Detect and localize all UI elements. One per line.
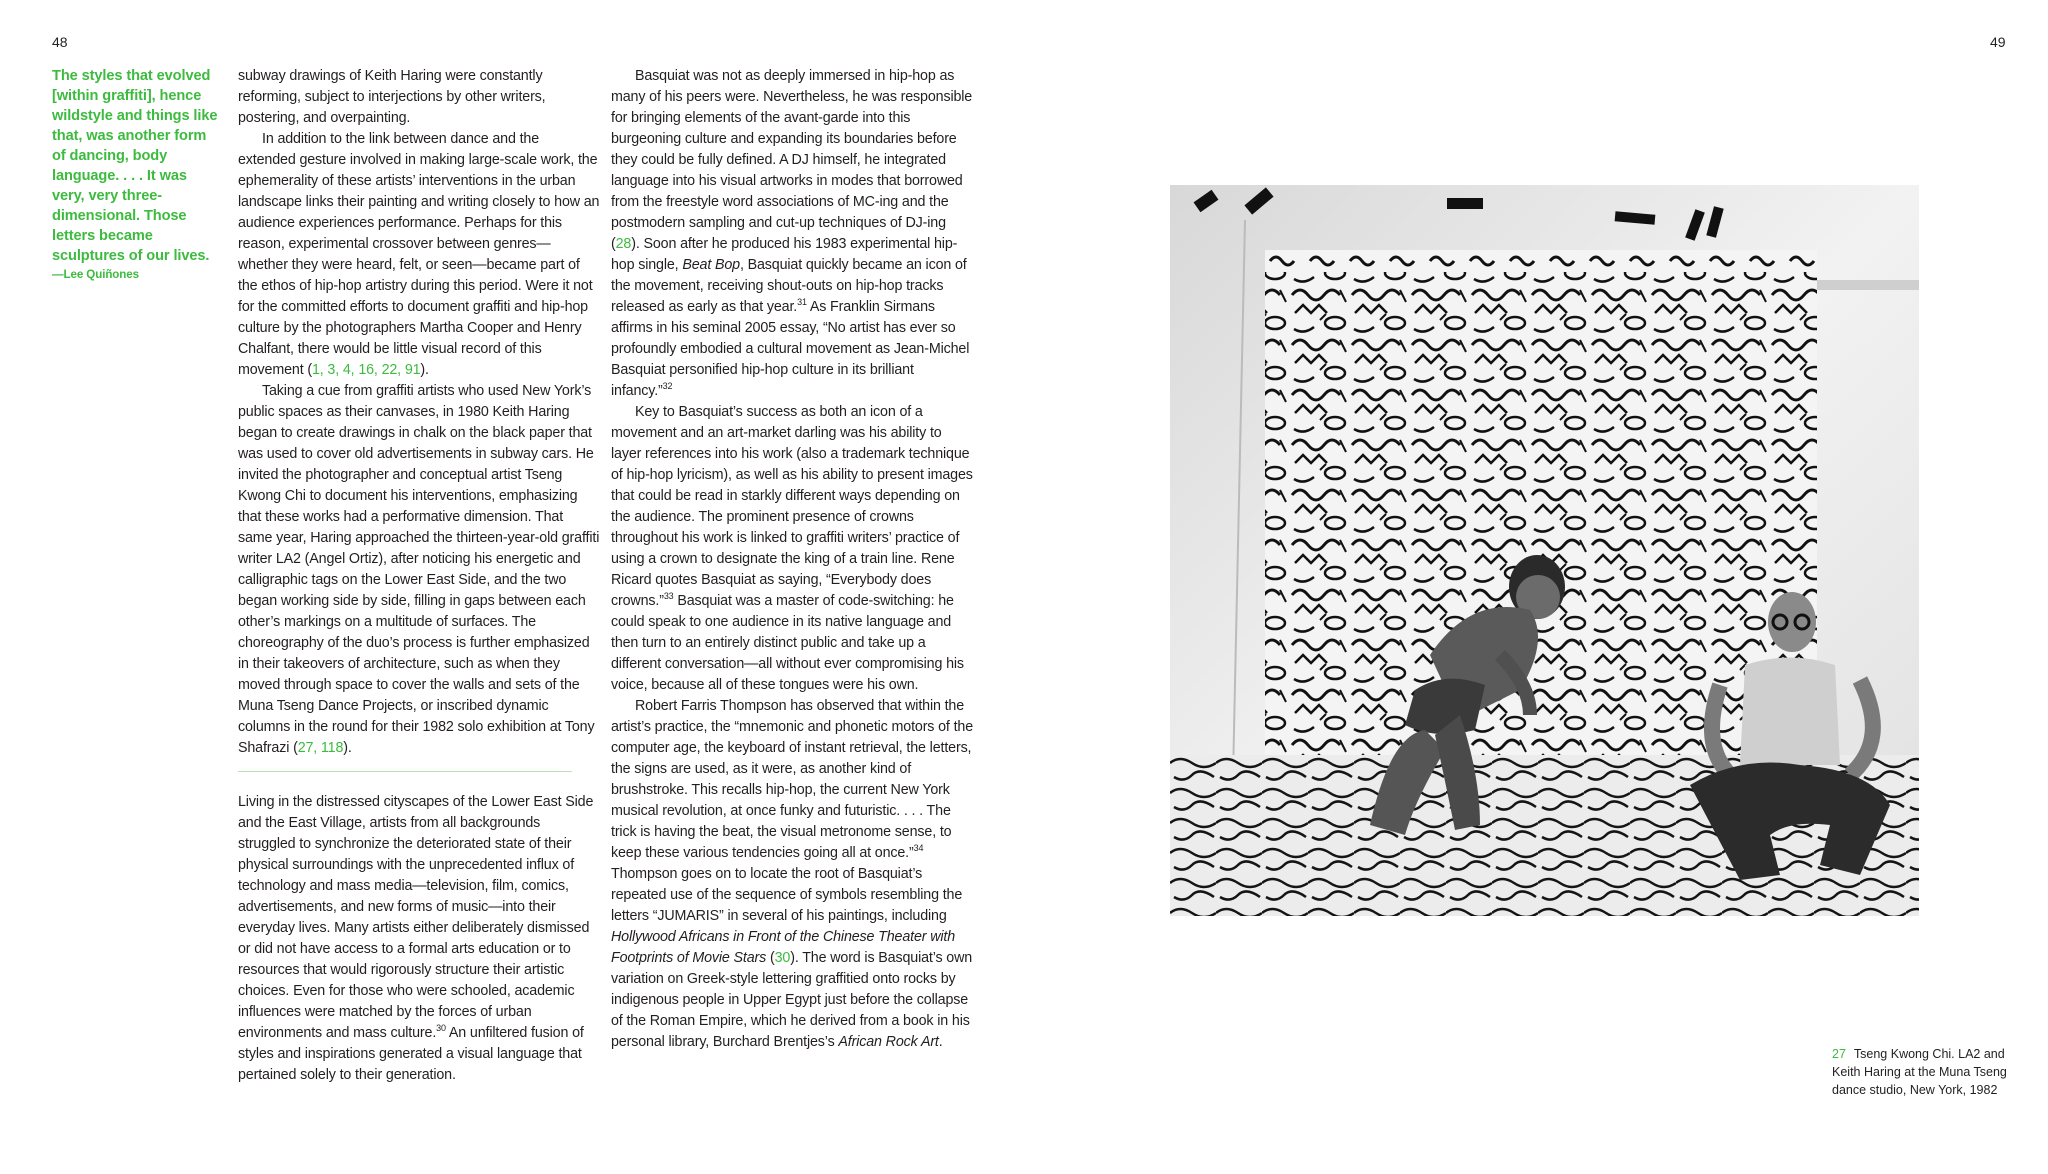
paragraph: Basquiat was not as deeply immersed in hip-hop as many of his peers were. Nevertheless, he was responsible for bringing elements of the avant-garde into this burgeoning culture and expanding its boundaries before they could be fully defined. A DJ himself, he integrated language into his visual artworks in modes that borrowed from the freestyle word associations of MC-ing and the postmodern sampling and cut-up techniques of DJ-ing (28). Soon after he produced his 1983 experimental hip-hop single, Beat Bop, Basquiat quickly became an icon of the movement, receiving shout-outs on hip-hop tracks released as early as that year.$^{31}$ As Franklin Sirmans affirms in his seminal 2005 essay, “No artist has ever so profoundly embodied a cultural movement as Jean-Michel Basquiat personified hip-hop culture in its brilliant infancy.”$^{32}$	[611, 68, 973, 399]
figure-reference[interactable]: 27, 118	[297, 740, 344, 756]
work-title: Beat Bop	[682, 257, 740, 273]
caption-figure-number: 27	[1832, 1047, 1846, 1061]
paragraph: Living in the distressed cityscapes of the Lower East Side and the East Village, artists from all backgrounds struggled to synchronize the deteriorated state of their physical surroundings with the unprecedented influx of technology and mass media—television, film, comics, advertisements, and new forms of music—into their everyday lives. Many artists either deliberately dismissed or did not have access to a formal arts education or to resources that would rigorously structure their artistic choices. Even for those who were schooled, academic influences were matched by the forces of urban environments and mass culture.$^{30}$ An unfiltered fusion of styles and inspirations generated a visual language that pertained solely to their generation.	[238, 794, 594, 1083]
footnote-marker[interactable]: 33	[663, 591, 674, 602]
section-divider	[238, 771, 572, 772]
figure-reference[interactable]: 1, 3, 4, 16, 22, 91	[311, 362, 421, 378]
text-column-1	[238, 66, 600, 1086]
figure-caption	[1832, 1045, 2032, 1099]
caption-text: Tseng Kwong Chi. LA2 and Keith Haring at the Muna Tseng dance studio, New York, 1982	[1832, 1047, 2007, 1097]
work-title: Hollywood Africans in Front of the Chinese Theater with Footprints of Movie Stars	[611, 929, 956, 966]
paragraph: Taking a cue from graffiti artists who used New York’s public spaces as their canvases, in 1980 Keith Haring began to create drawings in chalk on the black paper that was used to cover old advertisements in subway cars. He invited the photographer and conceptual artist Tseng Kwong Chi to document his interventions, emphasizing that these works had a performative dimension. That same year, Haring approached the thirteen-year-old graffiti writer LA2 (Angel Ortiz), after noticing his energetic and calligraphic tags on the Lower East Side, and the two began working side by side, filling in gaps between each other’s markings on a multitude of surfaces. The choreography of the duo’s process is further emphasized in their takeovers of architecture, such as when they moved through space to cover the walls and sets of the Muna Tseng Dance Projects, or inscribed dynamic columns in the round for their 1982 solo exhibition at Tony Shafrazi (27, 118).	[238, 383, 600, 756]
footnote-marker[interactable]: 32	[662, 381, 673, 392]
page-number-right: 49	[1990, 34, 2006, 50]
paragraph: Robert Farris Thompson has observed that within the artist’s practice, the “mnemonic and phonetic motors of the computer age, the keyboard of instant retrieval, the letters, the signs are used, as it were, as another kind of brushstroke. This recalls hip-hop, the current New York musical revolution, at once funky and futuristic. . . . The trick is having the beat, the visual metronome sense, to keep these various tendencies going all at once.”$^{34}$ Thompson goes on to locate the root of Basquiat’s repeated use of the sequence of symbols resembling the letters “JUMARIS” in several of his paintings, including Hollywood Africans in Front of the Chinese Theater with Footprints of Movie Stars (30). The word is Basquiat’s own variation on Greek-style lettering graffitied onto rocks by indigenous people in Upper Egypt just before the collapse of the Roman Empire, which he derived from a book in his personal library, Burchard Brentjes’s African Rock Art.	[611, 698, 973, 1050]
page-number-left: 48	[52, 34, 68, 50]
pull-quote	[52, 66, 220, 284]
pull-quote-attribution: —Lee Quiñones	[52, 268, 139, 281]
graffiti-photo-illustration	[1170, 185, 1919, 916]
text-column-2	[611, 66, 973, 1053]
paragraph: In addition to the link between dance and the extended gesture involved in making large-scale work, the ephemerality of these artists’ interventions in the urban landscape links their painting and writing closely to how an audience experiences performance. Perhaps for this reason, experimental crossover between genres—whether they were heard, felt, or seen—became part of the ethos of hip-hop artistry during this period. Were it not for the committed efforts to document graffiti and hip-hop culture by the photographers Martha Cooper and Henry Chalfant, there would be little visual record of this movement (1, 3, 4, 16, 22, 91).	[238, 131, 600, 378]
work-title: African Rock Art	[838, 1034, 939, 1050]
paragraph: subway drawings of Keith Haring were constantly reforming, subject to interjections by other writers, postering, and overpainting.	[238, 68, 546, 126]
paragraph: Key to Basquiat’s success as both an icon of a movement and an art-market darling was his ability to layer references into his work (also a trademark technique of hip-hop lyricism), as well as his ability to present images that could be read in starkly different ways depending on the audience. The prominent presence of crowns throughout his work is linked to graffiti writers’ practice of using a crown to designate the king of a train line. Rene Ricard quotes Basquiat as saying, “Everybody does crowns.”$^{33}$ Basquiat was a master of code-switching: he could speak to one audience in its native language and then turn to an entirely distinct public and take up a different conversation—all without ever compromising his voice, because all of these tongues were his own.	[611, 404, 973, 693]
footnote-marker[interactable]: 31	[797, 297, 807, 308]
figure-reference[interactable]: 28	[615, 236, 632, 252]
pull-quote-text: The styles that evolved [within graffiti], hence wildstyle and things like that, was another form of dancing, body language. . . . It was very, very three-dimensional. Those letters became sculptures of our lives.	[52, 68, 218, 264]
footnote-marker[interactable]: 34	[913, 843, 924, 854]
figure-reference[interactable]: 30	[774, 950, 791, 966]
footnote-marker[interactable]: 30	[436, 1023, 446, 1034]
figure-photo	[1170, 185, 1919, 916]
